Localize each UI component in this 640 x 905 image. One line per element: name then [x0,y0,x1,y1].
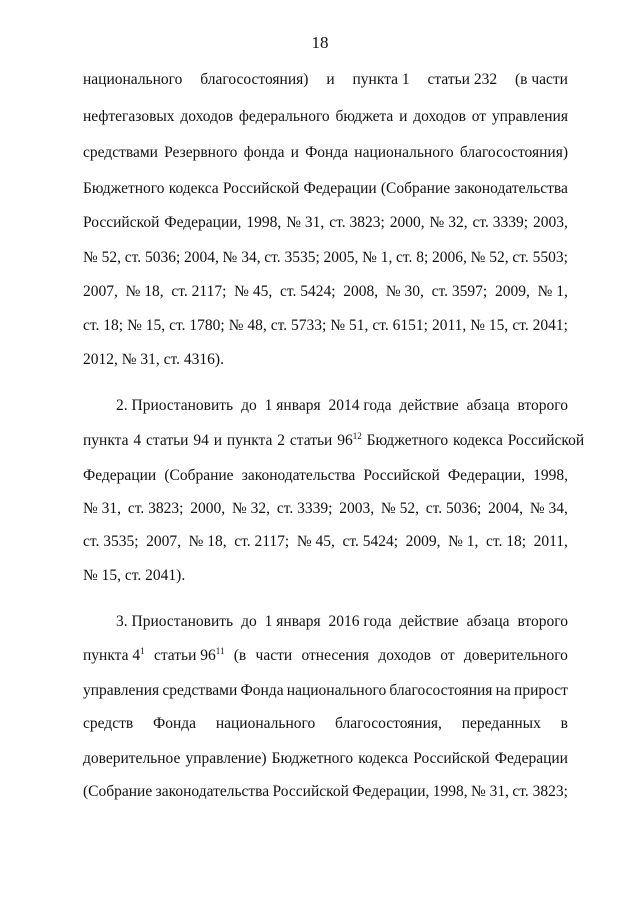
text-segment: законодательства [155,783,270,800]
text-segment: № 15, ст. 2041). [83,567,186,584]
text-segment: № 31, [83,500,122,517]
text-segment: ст. 5424; [279,283,336,300]
text-segment: фонда [243,144,285,161]
text-segment: ст. 2117; [234,533,290,550]
text-line [83,179,568,199]
text-segment: 1998, [246,214,282,231]
text-segment: доходов [180,108,234,125]
text-segment: пункта 1 [352,71,410,88]
text-segment: ст. 5036; [124,249,181,266]
text-segment: доходов [378,647,431,664]
text-segment: в [560,715,568,732]
text-segment: нефтегазовых [83,108,175,125]
text-segment: федерального [238,108,330,125]
text-segment: № 31, [286,214,325,231]
text-segment: ст. 3339; [276,500,333,517]
text-segment: кодекса [358,750,409,767]
text-segment: 2004, [488,500,524,517]
text-segment: № 32, [429,214,468,231]
text-segment: управления [491,108,568,125]
text-segment: от [440,647,455,664]
text-segment: от [471,108,487,125]
text-segment: № 52, [470,249,509,266]
text-segment: ст. 5036; [425,500,482,517]
text-segment: 2012, № 31, ст. 4316). [83,351,224,368]
text-line [83,749,568,769]
text-segment: отнесения [301,647,370,664]
text-segment: управление) [185,750,267,767]
text-segment: № 18, [125,283,164,300]
text-segment: ст. 3823; [329,214,385,231]
text-segment: 1998, [533,467,568,484]
text-segment: № 51, [330,317,369,334]
text-segment: 2006, [432,249,467,266]
text-segment: ст. 2117; [171,283,227,300]
text-segment: № 34, [529,500,568,517]
text-segment: № 18, [188,533,227,550]
text-segment: средствами [83,144,158,161]
text-line [116,612,568,632]
text-segment: (в части [514,71,568,88]
text-segment: действие [399,397,459,414]
text-segment: ст. 1780; [169,317,225,334]
text-segment: пункта 4 [83,647,141,664]
text-segment: ст. 3597; [431,283,488,300]
text-segment: 2014 года [328,397,392,414]
text-segment: национального [286,682,387,699]
text-segment: средств [83,715,134,732]
text-line [83,646,568,666]
text-segment: ст. 8; [396,249,429,266]
text-segment: Российской [272,783,349,800]
text-segment: 2011, [431,317,467,334]
text-segment: Федерации, [447,467,525,484]
text-segment: Федерации, [164,214,242,231]
text-segment: № 32, [231,500,270,517]
text-segment: (Собрание [164,467,234,484]
text-segment: Российской [363,467,440,484]
text-segment: Российской [222,180,300,197]
text-segment: статьи 232 [427,71,498,88]
text-line [83,282,568,302]
text-segment: 2000, [190,500,226,517]
text-segment: Федерации [494,750,568,767]
text-segment: и [290,144,299,161]
text-segment: Федерации [303,180,377,197]
text-line [83,143,568,163]
text-segment: 2000, [389,214,425,231]
text-segment: благосостояния, [335,715,442,732]
text-group [83,646,145,666]
text-line [83,431,585,451]
text-segment: средствами [162,682,238,699]
text-segment: 1 января [264,397,321,414]
text-segment: Федерации [83,467,157,484]
text-segment: ст. 5733; [270,317,327,334]
text-segment: национального [215,715,316,732]
text-segment: Бюджетного [83,180,165,197]
text-segment: Бюджетного [271,750,354,767]
text-segment: 2003, [533,214,568,231]
text-segment: второго [517,397,568,414]
text-segment: (Собрание [83,783,153,800]
text-segment: ст. 18; [83,317,124,334]
text-segment: и [326,71,335,88]
text-segment: № 45, [296,533,335,550]
text-segment: 2004, [183,249,219,266]
text-line [83,248,568,268]
text-segment: управления [83,682,160,699]
text-segment: на [495,682,511,699]
text-segment: благосостояния) [200,71,309,88]
text-segment: № 1, [537,283,568,300]
text-segment: № 52, [380,500,419,517]
text-segment: национального [354,144,454,161]
text-segment: законодательства [454,180,568,197]
text-line [83,70,568,90]
text-segment: абзаца [466,397,510,414]
text-segment: Бюджетного кодекса Российской [361,432,585,449]
text-segment: 2008, [343,283,379,300]
text-segment: доходов [413,108,466,125]
text-line [83,350,568,370]
text-segment: № 31, [470,783,510,800]
text-segment: Федерации, [352,783,430,800]
superscript: 11 [215,646,225,656]
text-segment: ст. 3823; [127,500,184,517]
text-segment: № 30, [385,283,424,300]
text-line [83,466,568,486]
text-segment: статьи 96 [153,647,216,664]
text-segment: № 34, [222,249,261,266]
text-segment: № 15, [470,317,509,334]
text-segment: пункта 4 статьи 94 и пункта 2 статьи 96 [83,432,353,449]
text-segment: до [241,613,257,630]
text-segment: Фонда [240,682,284,699]
text-segment: благосостояния) [459,144,568,161]
text-segment: № 52, [83,249,122,266]
text-line [83,499,568,519]
text-line [83,532,568,552]
text-segment: Фонда [152,715,197,732]
text-segment: ст. 6151; [372,317,428,334]
text-segment: действие [399,613,459,630]
text-segment: благосостояния [389,682,493,699]
text-segment: 3. Приостановить [116,613,234,630]
text-segment: бюджета [335,108,394,125]
text-segment: № 45, [234,283,273,300]
text-line [83,681,568,701]
text-segment: 1998, [432,783,468,800]
text-segment: № 1, [362,249,393,266]
text-segment: 2. Приостановить [116,397,234,414]
text-segment: № 48, [228,317,267,334]
text-line [83,714,568,734]
text-segment: (в [233,647,247,664]
text-segment: 2011, [533,533,568,550]
text-segment: доверительное [83,750,181,767]
superscript: 12 [352,431,362,441]
text-line [83,566,568,586]
text-segment: 2003, [339,500,375,517]
text-segment: Фонда [305,144,349,161]
text-segment: ст. 3339; [472,214,529,231]
text-segment: законодательства [241,467,356,484]
text-segment: ст. 3535; [264,249,320,266]
text-segment: ст. 18; [485,533,527,550]
text-segment: до [241,397,257,414]
text-group [154,646,225,666]
text-segment: Резервного [164,144,238,161]
text-segment: абзаца [466,613,510,630]
text-line [83,782,568,802]
text-segment: и [399,108,408,125]
text-segment: ст. 3823; [512,783,568,800]
text-segment: 2016 года [328,613,392,630]
text-line [116,396,568,416]
text-line [83,213,568,233]
text-segment: № 1, [448,533,479,550]
text-segment: второго [517,613,568,630]
text-segment: части [255,647,293,664]
text-segment: 2007, [146,533,182,550]
text-segment: ст. 5503; [512,249,568,266]
text-segment: Российской [413,750,490,767]
text-segment: ст. 5424; [342,533,399,550]
text-segment: прирост [514,682,568,699]
text-segment: 2007, [83,283,118,300]
text-segment: национального [83,71,183,88]
text-segment: 2009, [405,533,441,550]
text-segment: 2009, [494,283,530,300]
page-number: 18 [311,33,329,52]
text-segment: кодекса [168,180,219,197]
text-segment: ст. 3535; [83,533,139,550]
text-segment: Российской [83,214,160,231]
superscript: 1 [140,646,145,656]
text-segment: доверительного [463,647,568,664]
text-segment: 2005, [323,249,359,266]
text-segment: переданных [461,715,541,732]
text-segment: № 15, [127,317,166,334]
text-segment: 1 января [264,613,321,630]
text-segment: (Собрание [380,180,451,197]
text-line [83,107,568,127]
text-line [83,316,568,336]
text-segment: ст. 2041; [512,317,568,334]
